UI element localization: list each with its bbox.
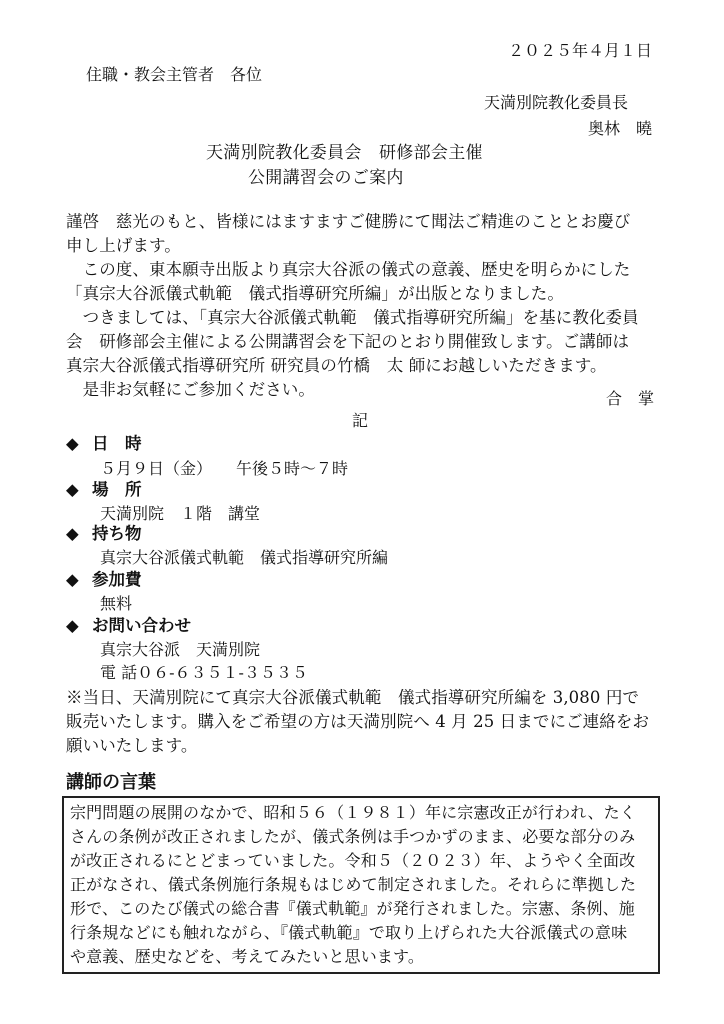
sender-name: 奥林 曉	[588, 119, 653, 138]
body-line: 会 研修部会主催による公開講習会を下記のとおり開催致します。ご講師は	[66, 332, 630, 351]
body-line: 謹啓 慈光のもと、皆様にはますますご健勝にて聞法ご精進のこととお慶び	[66, 212, 631, 231]
place-value: 天満別院 １階 講堂	[100, 504, 261, 523]
body-line: 是非お気軽にご参加ください。	[66, 380, 315, 399]
diamond-bullet-icon: ◆	[66, 434, 79, 453]
lecturer-line: が改正されるにとどまっていました。令和５（２０２３）年、ようやく全面改	[70, 851, 636, 870]
closing-gassho: 合 掌	[606, 389, 655, 408]
body-line: 真宗大谷派儀式指導研究所 研究員の竹橋 太 師にお越しいただきます。	[66, 356, 607, 375]
bring-value: 真宗大谷派儀式軌範 儀式指導研究所編	[100, 548, 389, 567]
diamond-bullet-icon: ◆	[66, 480, 79, 499]
diamond-bullet-icon: ◆	[66, 524, 79, 543]
sender-organization: 天満別院教化委員長	[484, 93, 629, 112]
diamond-bullet-icon: ◆	[66, 616, 79, 635]
body-line: 「真宗大谷派儀式軌範 儀式指導研究所編」が出版となりました。	[66, 284, 564, 303]
lecturer-line: さんの条例が改正されましたが、儀式条例は手つかずのまま、必要な部分のみ	[70, 827, 636, 846]
lecturer-line: や意義、歴史などを、考えてみたいと思います。	[70, 947, 425, 966]
date-value: ５月９日（金） 午後５時～７時	[100, 459, 349, 478]
note-line: 販売いたします。購入をご希望の方は天満別院へ 4 月 25 日までにご連絡をお	[66, 712, 650, 731]
date-label: ◆ 日 時	[66, 434, 142, 453]
lecturer-line: 行条規などにも触れながら、『儀式軌範』で取り上げられた大谷派儀式の意味	[70, 923, 628, 942]
note-line: ※当日、天満別院にて真宗大谷派儀式軌範 儀式指導研究所編を 3,080 円で	[66, 688, 640, 707]
ki-marker: 記	[352, 411, 369, 430]
contact-label: ◆ お問い合わせ	[66, 616, 191, 635]
body-line: この度、東本願寺出版より真宗大谷派の儀式の意義、歴史を明らかにした	[66, 260, 631, 279]
note-line: 願いいたします。	[66, 736, 198, 755]
lecturer-line: 正がなされ、儀式条例施行条規もはじめて制定されました。それらに準拠した	[70, 875, 637, 894]
lecturer-heading: 講師の言葉	[66, 772, 156, 793]
bring-label: ◆ 持ち物	[66, 524, 142, 543]
title-line-2: 公開講習会のご案内	[248, 168, 404, 188]
fee-label: ◆ 参加費	[66, 570, 142, 589]
lecturer-line: 形で、このたび儀式の総合書『儀式軌範』が発行されました。宗憲、条例、施	[70, 899, 635, 918]
place-label: ◆ 場 所	[66, 480, 142, 499]
addressee: 住職・教会主管者 各位	[86, 65, 263, 84]
body-line: 申し上げます。	[66, 236, 181, 255]
document-date: ２０２５年４月１日	[508, 41, 653, 60]
contact-organization: 真宗大谷派 天満別院	[100, 640, 261, 659]
lecturer-line: 宗門問題の展開のなかで、昭和５６（１９８１）年に宗憲改正が行われ、たく	[70, 803, 636, 822]
contact-phone: 電 話０６-６３５１-３５３５	[100, 663, 308, 682]
fee-value: 無料	[100, 594, 133, 613]
diamond-bullet-icon: ◆	[66, 570, 79, 589]
title-line-1: 天満別院教化委員会 研修部会主催	[206, 143, 483, 163]
body-line: つきましては、「真宗大谷派儀式軌範 儀式指導研究所編」を基に教化委員	[66, 308, 639, 327]
